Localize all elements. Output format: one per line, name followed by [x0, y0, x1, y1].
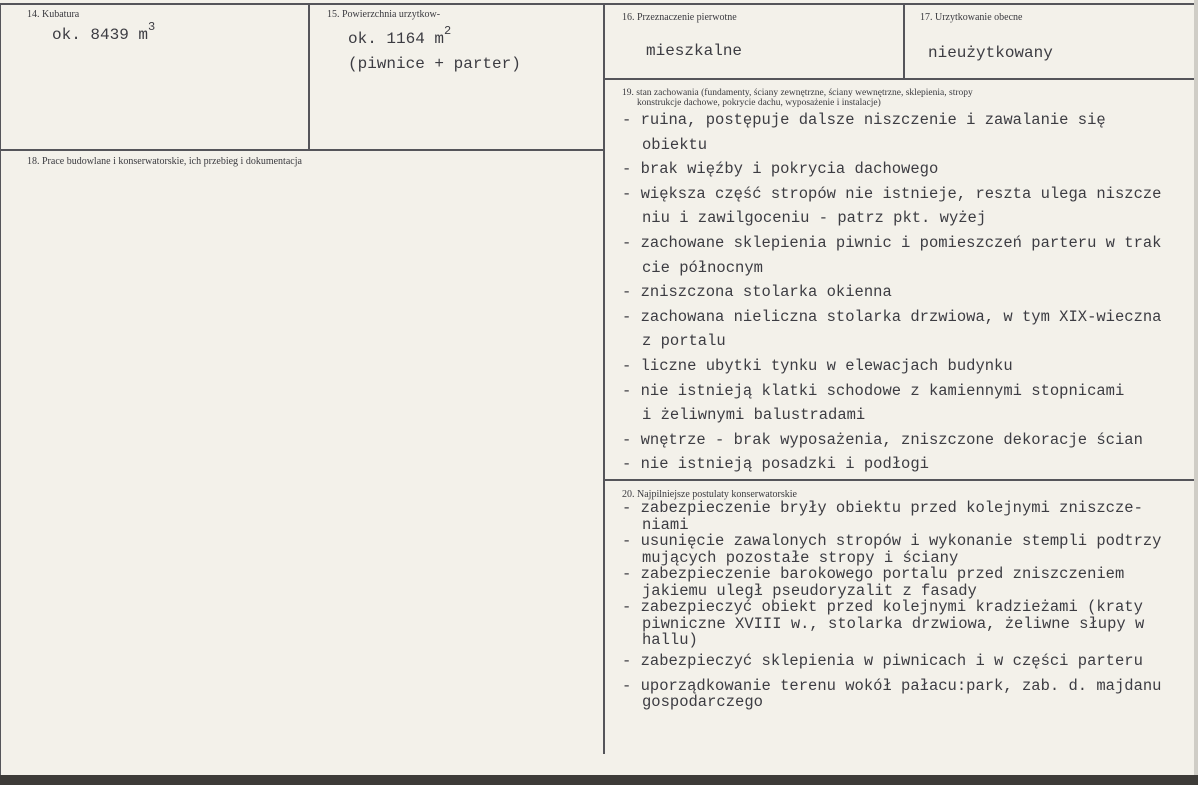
condition-line: - ruina, postępuje dalsze niszczenie i zawalanie się: [622, 111, 1106, 129]
postulate-line: piwniczne XVIII w., stolarka drzwiowa, żeliwne słupy w: [642, 614, 1145, 633]
postulate-line: - zabezpieczenie barokowego portalu przed zniszczeniem: [622, 565, 1125, 583]
condition-line: obiektu: [642, 135, 708, 154]
condition-line: cie północnym: [642, 258, 763, 277]
condition-line: niu i zawilgoceniu - patrz pkt. wyżej: [642, 209, 987, 228]
kubatura-unit-exponent: 3: [148, 20, 156, 34]
condition-line: - zniszczona stolarka okienna: [622, 283, 892, 302]
postulate-line: - zabezpieczyć sklepienia w piwnicach i w części parteru: [622, 651, 1143, 670]
condition-line: - wnętrze - brak wyposażenia, zniszczone dekoracje ścian: [622, 430, 1143, 449]
field-18-label: 18. Prace budowlane i konserwatorskie, ich przebieg i dokumentacja: [27, 156, 302, 167]
divider-16-17: [903, 3, 905, 78]
rule-under-16-17: [603, 78, 1198, 80]
main-vertical-divider: [603, 3, 605, 754]
condition-line: - zachowana nieliczna stolarka drzwiowa, w tym XIX-wieczna: [622, 307, 1162, 326]
field-19-label-line1: 19. stan zachowania (fundamenty, ściany zewnętrzne, ściany wewnętrzne, sklepienia, stropy: [622, 88, 973, 98]
condition-line: - brak więźby i pokrycia dachowego: [622, 160, 939, 179]
postulate-line: - zabezpieczyć obiekt przed kolejnymi kradzieżami (kraty: [622, 598, 1143, 616]
postulate-line: - usunięcie zawalonych stropów i wykonanie stempli podtrzy: [622, 532, 1162, 550]
field-15-label: 15. Powierzchnia urzytkow-: [327, 9, 441, 20]
condition-line: - nie istnieją klatki schodowe z kamiennymi stopnicami: [622, 381, 1125, 400]
condition-line: - nie istnieją posadzki i podłogi: [622, 455, 929, 474]
field-15-note: (piwnice + parter): [348, 55, 521, 73]
postulate-line: - zabezpieczenie bryły obiektu przed kolejnymi zniszcze-: [622, 500, 1143, 517]
postulate-line: niami: [642, 515, 689, 534]
kubatura-value: ok. 8439 m: [52, 26, 149, 44]
field-14-label: 14. Kubatura: [27, 9, 80, 20]
postulates-list: [622, 500, 1194, 711]
postulate-line: jakiemu uległ pseudoryzalit z fasady: [642, 581, 977, 600]
condition-line: - liczne ubytki tynku w elewacjach budynku: [622, 356, 1013, 375]
left-border: [0, 3, 1, 775]
condition-line: z portalu: [642, 332, 726, 351]
rule-under-19: [603, 479, 1198, 481]
field-16-label: 16. Przeznaczenie pierwotne: [622, 12, 737, 23]
rule-under-14-15: [0, 149, 605, 151]
field-16-value: mieszkalne: [646, 42, 743, 60]
field-19-label-line2: konstrukcje dachowe, pokrycie dachu, wyposażenie i instalacje): [637, 98, 881, 108]
postulate-line: gospodarczego: [642, 693, 763, 711]
field-14-value: [52, 20, 156, 44]
condition-line: - zachowane sklepienia piwnic i pomieszczeń parteru w trak: [622, 233, 1162, 252]
divider-14-15: [308, 3, 310, 149]
area-value: ok. 1164 m: [348, 30, 445, 48]
condition-line: - większa część stropów nie istnieje, reszta ulega niszcze: [622, 184, 1162, 203]
top-border: [0, 3, 1198, 5]
condition-list: [622, 108, 1194, 477]
area-unit-exponent: 2: [444, 24, 452, 38]
field-17-value: nieużytkowany: [928, 44, 1053, 62]
field-17-label: 17. Urzytkowanie obecne: [920, 12, 1023, 23]
scan-bottom-edge: [0, 775, 1198, 785]
postulate-line: mujących pozostałe stropy i ściany: [642, 548, 959, 567]
postulate-line: hallu): [642, 631, 698, 649]
field-15-value: [348, 24, 452, 48]
card-right-edge: [1194, 0, 1198, 785]
postulate-line: - uporządkowanie terenu wokół pałacu:park, zab. d. majdanu: [622, 676, 1162, 695]
field-20-label: 20. Najpilniejsze postulaty konserwatorskie: [622, 489, 797, 500]
condition-line: i żeliwnymi balustradami: [642, 406, 866, 425]
